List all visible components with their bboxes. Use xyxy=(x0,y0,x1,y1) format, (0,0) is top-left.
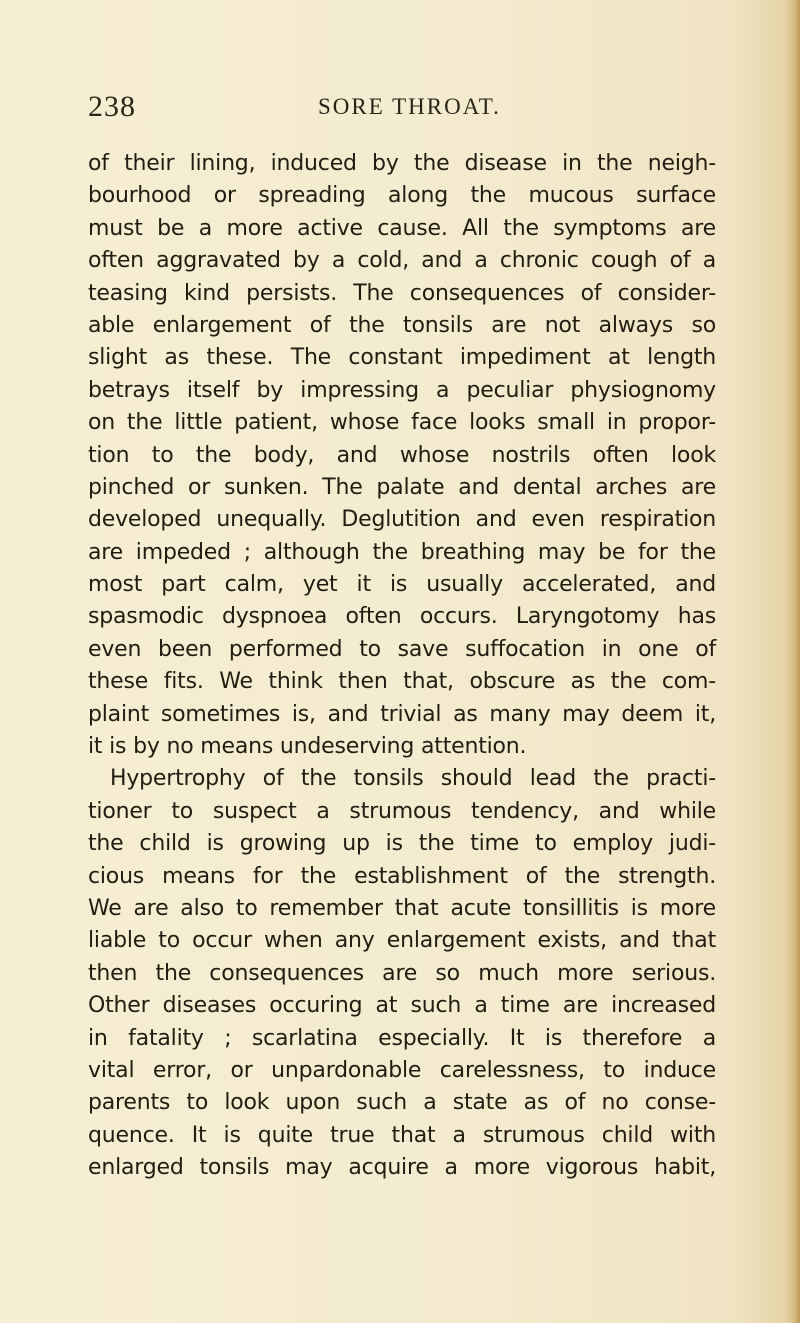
text-line: it is by no means undeserving attention. xyxy=(88,734,527,760)
running-title: SORE THROAT. xyxy=(318,94,501,119)
text-line: We are also to remember that acute tonsillitis is more xyxy=(88,895,716,921)
text-line: in fatality ; scarlatina especially. It is therefore a xyxy=(88,1025,716,1051)
text-line: often aggravated by a cold, and a chronic cough of a xyxy=(88,248,716,274)
text-line: Other diseases occuring at such a time are increased xyxy=(88,993,716,1019)
page-header xyxy=(88,90,716,130)
text-line: Hypertrophy of the tonsils should lead the practi- xyxy=(110,766,716,792)
text-line: even been performed to save suffocation in one of xyxy=(88,636,716,662)
text-line: tion to the body, and whose nostrils often look xyxy=(88,442,716,468)
text-line: of their lining, induced by the disease in the neigh- xyxy=(88,151,716,176)
text-line: are impeded ; although the breathing may be for the xyxy=(88,539,716,565)
text-line: on the little patient, whose face looks small in propor- xyxy=(88,410,716,436)
text-line: liable to occur when any enlargement exists, and that xyxy=(88,928,716,954)
text-line: cious means for the establishment of the strength. xyxy=(88,863,716,889)
text-line: vital error, or unpardonable carelessness, to induce xyxy=(88,1057,716,1083)
page-edge-shadow xyxy=(786,0,800,1323)
text-line: the child is growing up is the time to employ judi- xyxy=(88,831,716,857)
text-line: most part calm, yet it is usually accelerated, and xyxy=(88,572,716,598)
text-line: pinched or sunken. The palate and dental arches are xyxy=(88,474,716,500)
text-line: bourhood or spreading along the mucous surface xyxy=(88,183,716,209)
text-line: betrays itself by impressing a peculiar physiognomy xyxy=(88,377,716,403)
text-line: then the consequences are so much more serious. xyxy=(88,960,716,986)
text-line: teasing kind persists. The consequences of consider- xyxy=(88,280,716,306)
body-text xyxy=(88,148,716,1185)
text-line: must be a more active cause. All the symptoms are xyxy=(88,215,716,241)
text-line: slight as these. The constant impediment at length xyxy=(88,345,716,371)
text-line: plaint sometimes is, and trivial as many may deem it, xyxy=(88,701,716,727)
text-line: these fits. We think then that, obscure as the com- xyxy=(88,669,716,695)
text-line: enlarged tonsils may acquire a more vigorous habit, xyxy=(88,1155,716,1181)
text-line: developed unequally. Deglutition and even respiration xyxy=(88,507,716,533)
text-line: quence. It is quite true that a strumous child with xyxy=(88,1122,716,1148)
text-line: tioner to suspect a strumous tendency, and while xyxy=(88,798,716,824)
text-line: spasmodic dyspnoea often occurs. Laryngotomy has xyxy=(88,604,716,630)
text-line: parents to look upon such a state as of no conse- xyxy=(88,1090,716,1116)
text-line: able enlargement of the tonsils are not always so xyxy=(88,312,716,338)
page-number: 238 xyxy=(88,90,136,123)
